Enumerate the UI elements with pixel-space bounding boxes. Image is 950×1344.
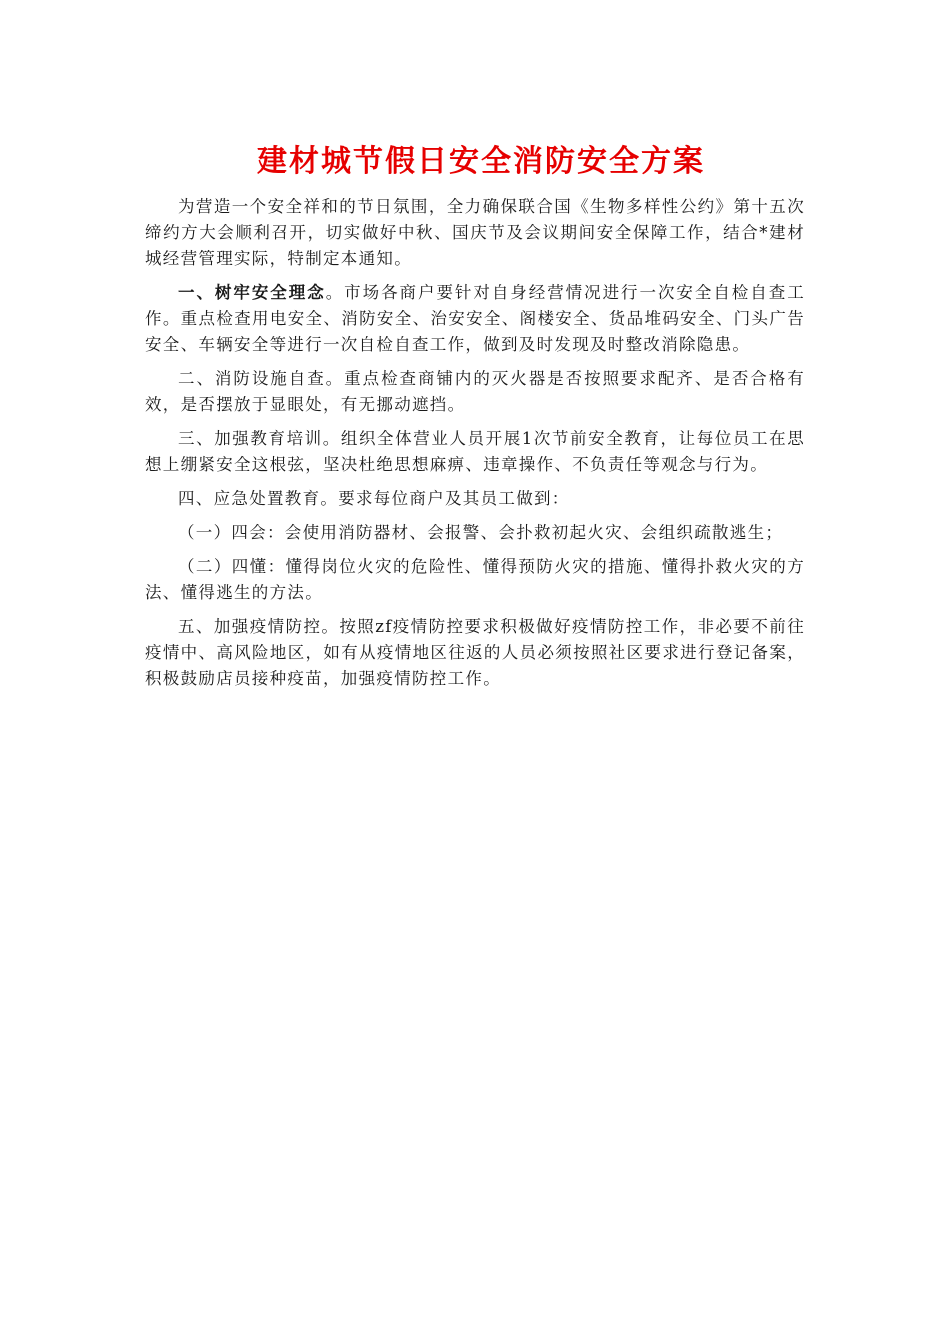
section-4-paragraph: 四、应急处置教育。要求每位商户及其员工做到： — [178, 489, 570, 508]
document-body — [145, 140, 805, 700]
section-4-item-2: （二）四懂：懂得岗位火灾的危险性、懂得预防火灾的措施、懂得扑救火灾的方法、懂得逃生的方法。 — [145, 557, 805, 602]
intro-paragraph: 为营造一个安全祥和的节日氛围，全力确保联合国《生物多样性公约》第十五次缔约方大会顺利召开，切实做好中秋、国庆节及会议期间安全保障工作，结合*建材城经营管理实际，特制定本通知。 — [145, 197, 805, 268]
section-3-paragraph: 三、加强教育培训。组织全体营业人员开展1次节前安全教育，让每位员工在思想上绷紧安全这根弦，坚决杜绝思想麻痹、违章操作、不负责任等观念与行为。 — [145, 429, 805, 474]
section-1-paragraph — [145, 280, 805, 358]
section-2-paragraph: 二、消防设施自查。重点检查商铺内的灭火器是否按照要求配齐、是否合格有效，是否摆放于显眼处，有无挪动遮挡。 — [145, 369, 805, 414]
section-1-heading: 一、树牢安全理念 — [178, 283, 326, 302]
section-4-item-1: （一）四会：会使用消防器材、会报警、会扑救初起火灾、会组织疏散逃生； — [178, 523, 784, 542]
section-5-paragraph: 五、加强疫情防控。按照zf疫情防控要求积极做好疫情防控工作，非必要不前往疫情中、高风险地区，如有从疫情地区往返的人员必须按照社区要求进行登记备案，积极鼓励店员接种疫苗，加强疫情防控工作。 — [145, 617, 805, 688]
section-1-body: 。市场各商户要针对自身经营情况进行一次安全自检自查工作。重点检查用电安全、消防安全、治安安全、阁楼安全、货品堆码安全、门头广告安全、车辆安全等进行一次自检自查工作，做到及时发现及时整改消除隐患。 — [145, 283, 805, 354]
document-title: 建材城节假日安全消防安全方案 — [257, 144, 705, 179]
